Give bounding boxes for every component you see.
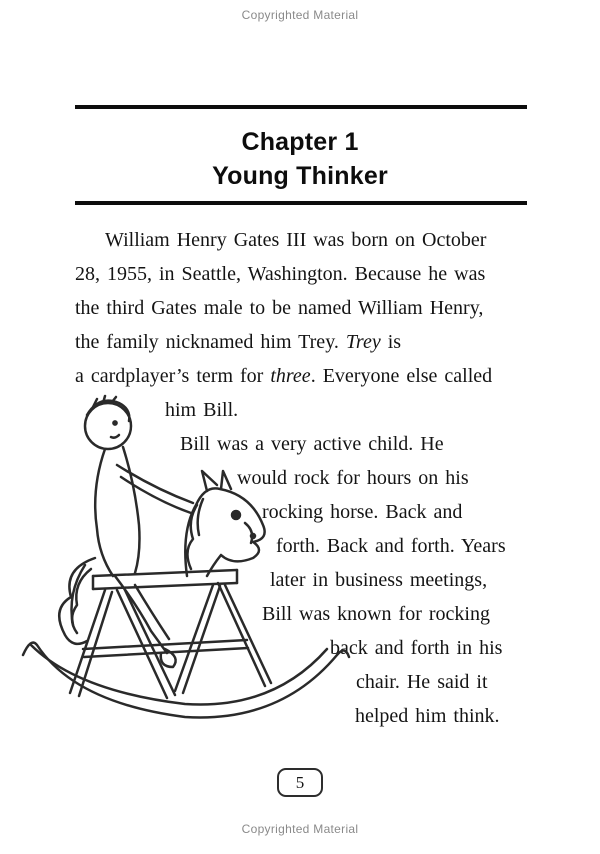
body-line: helped him think.: [355, 705, 500, 727]
body-line: back and forth in his: [330, 637, 503, 659]
chapter-number: Chapter 1: [241, 128, 359, 156]
body-line: 28, 1955, in Seattle, Washington. Because he was: [75, 263, 486, 285]
chapter-title: Young Thinker: [212, 162, 388, 190]
page-number: 5: [295, 772, 305, 792]
bottom-heading-rule: [75, 201, 527, 205]
body-line: [75, 330, 401, 354]
top-rule: [75, 105, 527, 109]
italic-word-three: three: [270, 365, 311, 387]
copyright-notice-bottom: Copyrighted Material: [241, 822, 359, 836]
body-line: [75, 364, 492, 388]
text-span: the family nicknamed him Trey.: [75, 331, 346, 353]
body-line: Bill was known for rocking: [262, 603, 490, 625]
body-line: William Henry Gates III was born on October: [105, 229, 487, 251]
body-line: him Bill.: [165, 399, 239, 421]
text-span: a cardplayer’s term for: [75, 365, 271, 387]
body-line: Bill was a very active child. He: [180, 433, 444, 455]
body-line: forth. Back and forth. Years: [276, 535, 506, 557]
rocking-horse-illustration: [15, 393, 355, 768]
text-span: is: [380, 331, 402, 353]
copyright-notice-top: Copyrighted Material: [241, 8, 359, 22]
italic-word-trey: Trey: [345, 331, 381, 353]
body-line: the third Gates male to be named William Henry,: [75, 297, 484, 319]
text-span: . Everyone else called: [310, 365, 493, 387]
body-line: later in business meetings,: [270, 569, 488, 591]
body-line: chair. He said it: [356, 671, 488, 693]
page-number-badge: [277, 768, 323, 797]
body-line: rocking horse. Back and: [262, 501, 463, 523]
body-line: would rock for hours on his: [237, 467, 469, 489]
